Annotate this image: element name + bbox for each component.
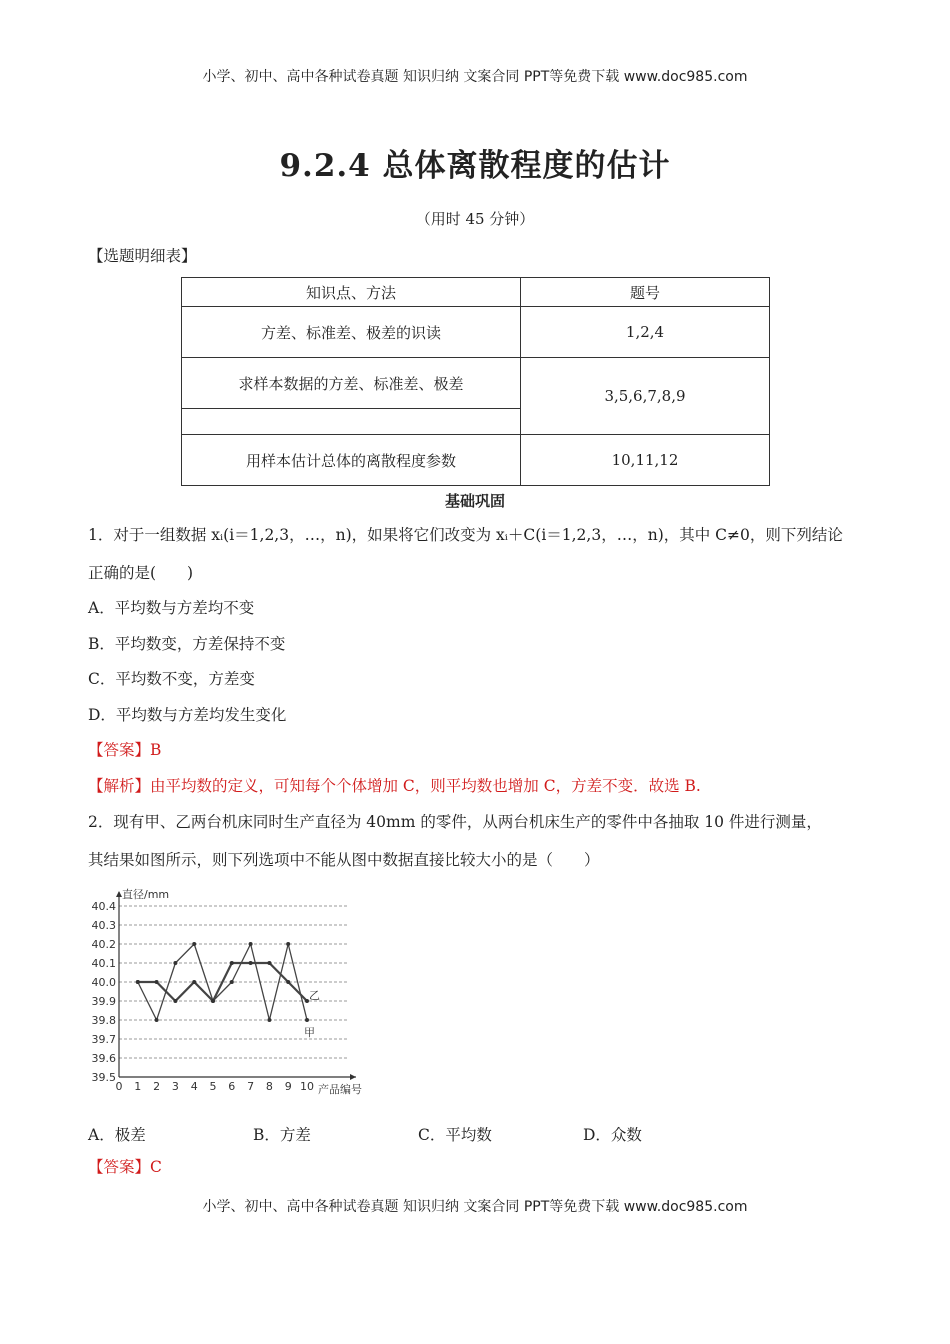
- y-tick-label: 40.3: [91, 919, 116, 932]
- table-cell-topic: 方差、标准差、极差的识读: [182, 307, 521, 358]
- y-tick-label: 40.1: [91, 957, 116, 970]
- q1-option-a: A．平均数与方差均不变: [88, 599, 255, 617]
- x-tick-label: 6: [228, 1080, 236, 1093]
- q1-option-c: C．平均数不变，方差变: [88, 670, 255, 688]
- y-tick-label: 40.0: [91, 976, 116, 989]
- y-tick-label: 39.5: [91, 1071, 116, 1084]
- table-empty-cell: [182, 409, 521, 435]
- topic-table: [181, 277, 770, 486]
- y-tick-label: 40.4: [91, 900, 116, 913]
- y-tick-label: 39.8: [91, 1014, 116, 1027]
- data-point: [267, 1018, 271, 1022]
- table-header-topic: 知识点、方法: [182, 278, 521, 307]
- table-cell-topic: 求样本数据的方差、标准差、极差: [182, 358, 521, 409]
- table-header-nums: 题号: [521, 278, 770, 307]
- x-tick-label: 7: [247, 1080, 255, 1093]
- page-header: 小学、初中、高中各种试卷真题 知识归纳 文案合同 PPT等免费下载 www.doc985.com: [202, 69, 748, 85]
- data-point: [286, 942, 290, 946]
- x-tick-label: 10: [300, 1080, 314, 1093]
- y-tick-label: 39.6: [91, 1052, 116, 1065]
- q2-stem-line1: 2．现有甲、乙两台机床同时生产直径为 40mm 的零件，从两台机床生产的零件中各抽取 10 件进行测量，: [88, 813, 822, 831]
- table-label: 【选题明细表】: [88, 247, 197, 265]
- data-point: [136, 980, 140, 984]
- y-tick-label: 39.7: [91, 1033, 116, 1046]
- data-point: [155, 1018, 159, 1022]
- data-point: [211, 999, 215, 1003]
- page-footer: 小学、初中、高中各种试卷真题 知识归纳 文案合同 PPT等免费下载 www.doc985.com: [202, 1199, 748, 1215]
- series-label-yi: 乙: [309, 989, 320, 1002]
- x-tick-label: 4: [190, 1080, 198, 1093]
- x-tick-label: 1: [134, 1080, 142, 1093]
- table-cell-nums: 10,11,12: [521, 435, 770, 486]
- data-point: [249, 942, 253, 946]
- data-point: [155, 980, 159, 984]
- q2-option-a: A．极差: [88, 1126, 146, 1144]
- q1-analysis: 【解析】由平均数的定义，可知每个个体增加 C，则平均数也增加 C，方差不变．故选 B.: [88, 777, 701, 795]
- x-tick-label: 3: [171, 1080, 179, 1093]
- q2-answer: 【答案】C: [88, 1158, 162, 1176]
- data-point: [286, 980, 290, 984]
- x-axis-arrow: [350, 1074, 356, 1080]
- data-point: [249, 961, 253, 965]
- data-point: [192, 980, 196, 984]
- q1-option-d: D．平均数与方差均发生变化: [88, 706, 287, 724]
- q2-stem-line2: 其结果如图所示，则下列选项中不能从图中数据直接比较大小的是（ ）: [88, 851, 600, 869]
- q1-answer: 【答案】B: [88, 741, 162, 759]
- x-tick-label: 2: [153, 1080, 161, 1093]
- time-limit: （用时 45 分钟）: [415, 210, 535, 228]
- table-cell-nums: 3,5,6,7,8,9: [521, 358, 770, 435]
- q1-stem-line2: 正确的是( ): [88, 564, 194, 582]
- x-tick-label: 5: [209, 1080, 217, 1093]
- data-point: [173, 999, 177, 1003]
- x-tick-label: 0: [115, 1080, 123, 1093]
- data-point: [230, 961, 234, 965]
- y-tick-label: 39.9: [91, 995, 116, 1008]
- data-point: [192, 942, 196, 946]
- y-tick-label: 40.2: [91, 938, 116, 951]
- data-point: [230, 980, 234, 984]
- section-title: 基础巩固: [444, 492, 505, 510]
- data-point: [305, 1018, 309, 1022]
- page-title: 9.2.4 总体离散程度的估计: [279, 148, 671, 184]
- y-axis-label: 直径/mm: [122, 888, 170, 901]
- q1-option-b: B．平均数变，方差保持不变: [88, 635, 286, 653]
- q1-stem-line1: 1．对于一组数据 xᵢ(i＝1,2,3，…，n)，如果将它们改变为 xᵢ＋C(i＝1,2,3，…，n)，其中 C≠0，则下列结论: [88, 526, 843, 544]
- diameter-line-chart: [86, 882, 386, 1097]
- data-point: [267, 961, 271, 965]
- table-cell-nums: 1,2,4: [521, 307, 770, 358]
- table-cell-topic: 用样本估计总体的离散程度参数: [182, 435, 521, 486]
- q2-option-d: D．众数: [583, 1126, 642, 1144]
- x-tick-label: 9: [284, 1080, 292, 1093]
- x-tick-label: 8: [265, 1080, 273, 1093]
- q2-option-b: B．方差: [253, 1126, 311, 1144]
- data-point: [173, 961, 177, 965]
- q2-option-c: C．平均数: [418, 1126, 492, 1144]
- series-label-jia: 甲: [304, 1026, 315, 1039]
- x-axis-label: 产品编号: [318, 1083, 362, 1096]
